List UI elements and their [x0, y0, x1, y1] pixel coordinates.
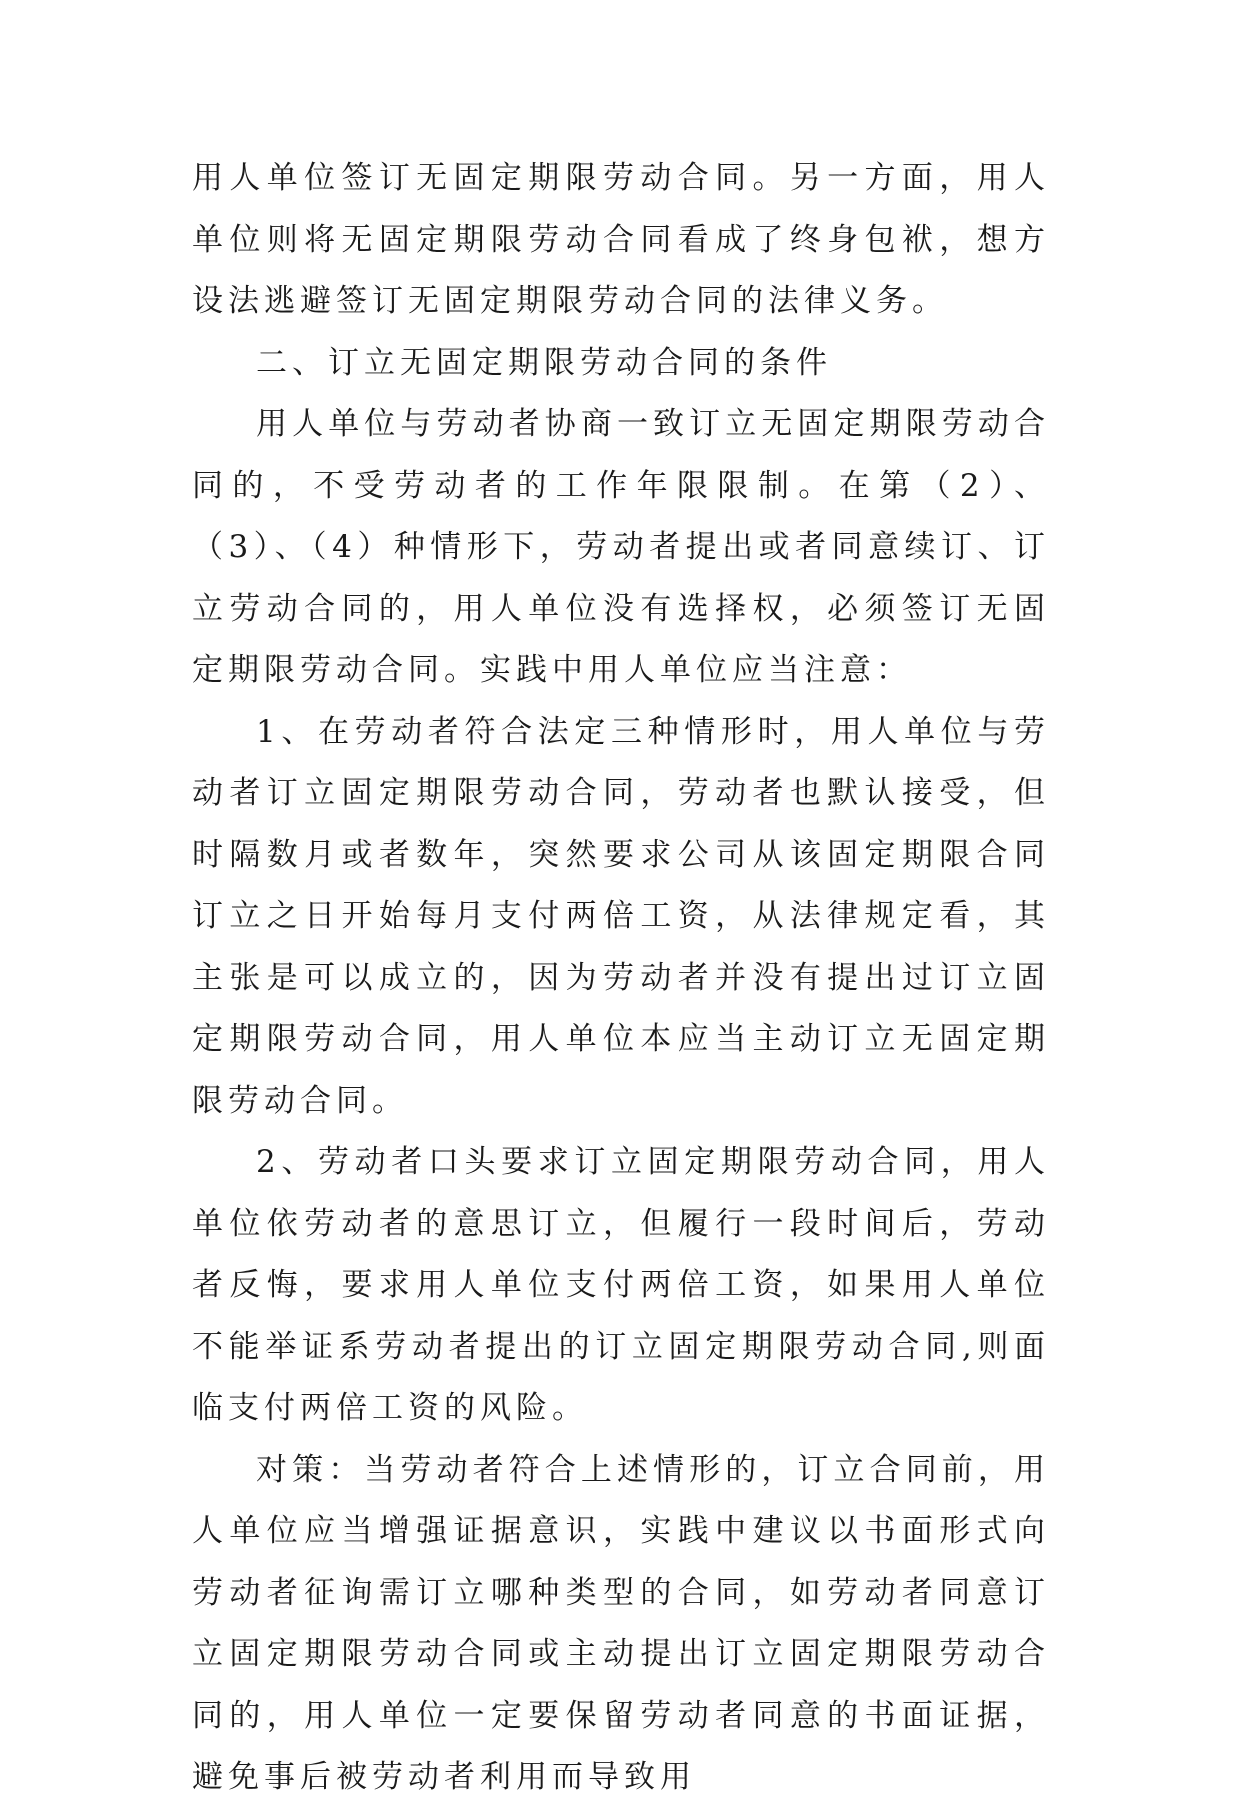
paragraph-point-2: 2、劳动者口头要求订立固定期限劳动合同，用人单位依劳动者的意思订立，但履行一段时间后，劳动者反悔，要求用人单位支付两倍工资，如果用人单位不能举证系劳动者提出的订立固定期限劳动合同,则面临支付两倍工资的风险。: [192, 1144, 1050, 1426]
body-text: [192, 148, 1050, 1809]
paragraph-continuation: 用人单位签订无固定期限劳动合同。另一方面，用人单位则将无固定期限劳动合同看成了终身包袱，想方设法逃避签订无固定期限劳动合同的法律义务。: [192, 160, 1050, 319]
paragraph-conditions: 用人单位与劳动者协商一致订立无固定期限劳动合同的，不受劳动者的工作年限限制。在第（2）、（3）、（4）种情形下，劳动者提出或者同意续订、订立劳动合同的，用人单位没有选择权，必须签订无固定期限劳动合同。实践中用人单位应当注意：: [192, 406, 1050, 688]
paragraph-countermeasure: 对策：当劳动者符合上述情形的，订立合同前，用人单位应当增强证据意识，实践中建议以书面形式向劳动者征询需订立哪种类型的合同，如劳动者同意订立固定期限劳动合同或主动提出订立固定期限劳动合同的，用人单位一定要保留劳动者同意的书面证据，避免事后被劳动者利用而导致用: [192, 1451, 1050, 1795]
section-heading: 二、订立无固定期限劳动合同的条件: [256, 344, 832, 381]
paragraph-point-1: 1、在劳动者符合法定三种情形时，用人单位与劳动者订立固定期限劳动合同，劳动者也默认接受，但时隔数月或者数年，突然要求公司从该固定期限合同订立之日开始每月支付两倍工资，从法律规定看，其主张是可以成立的，因为劳动者并没有提出过订立固定期限劳动合同，用人单位本应当主动订立无固定期限劳动合同。: [192, 713, 1050, 1119]
